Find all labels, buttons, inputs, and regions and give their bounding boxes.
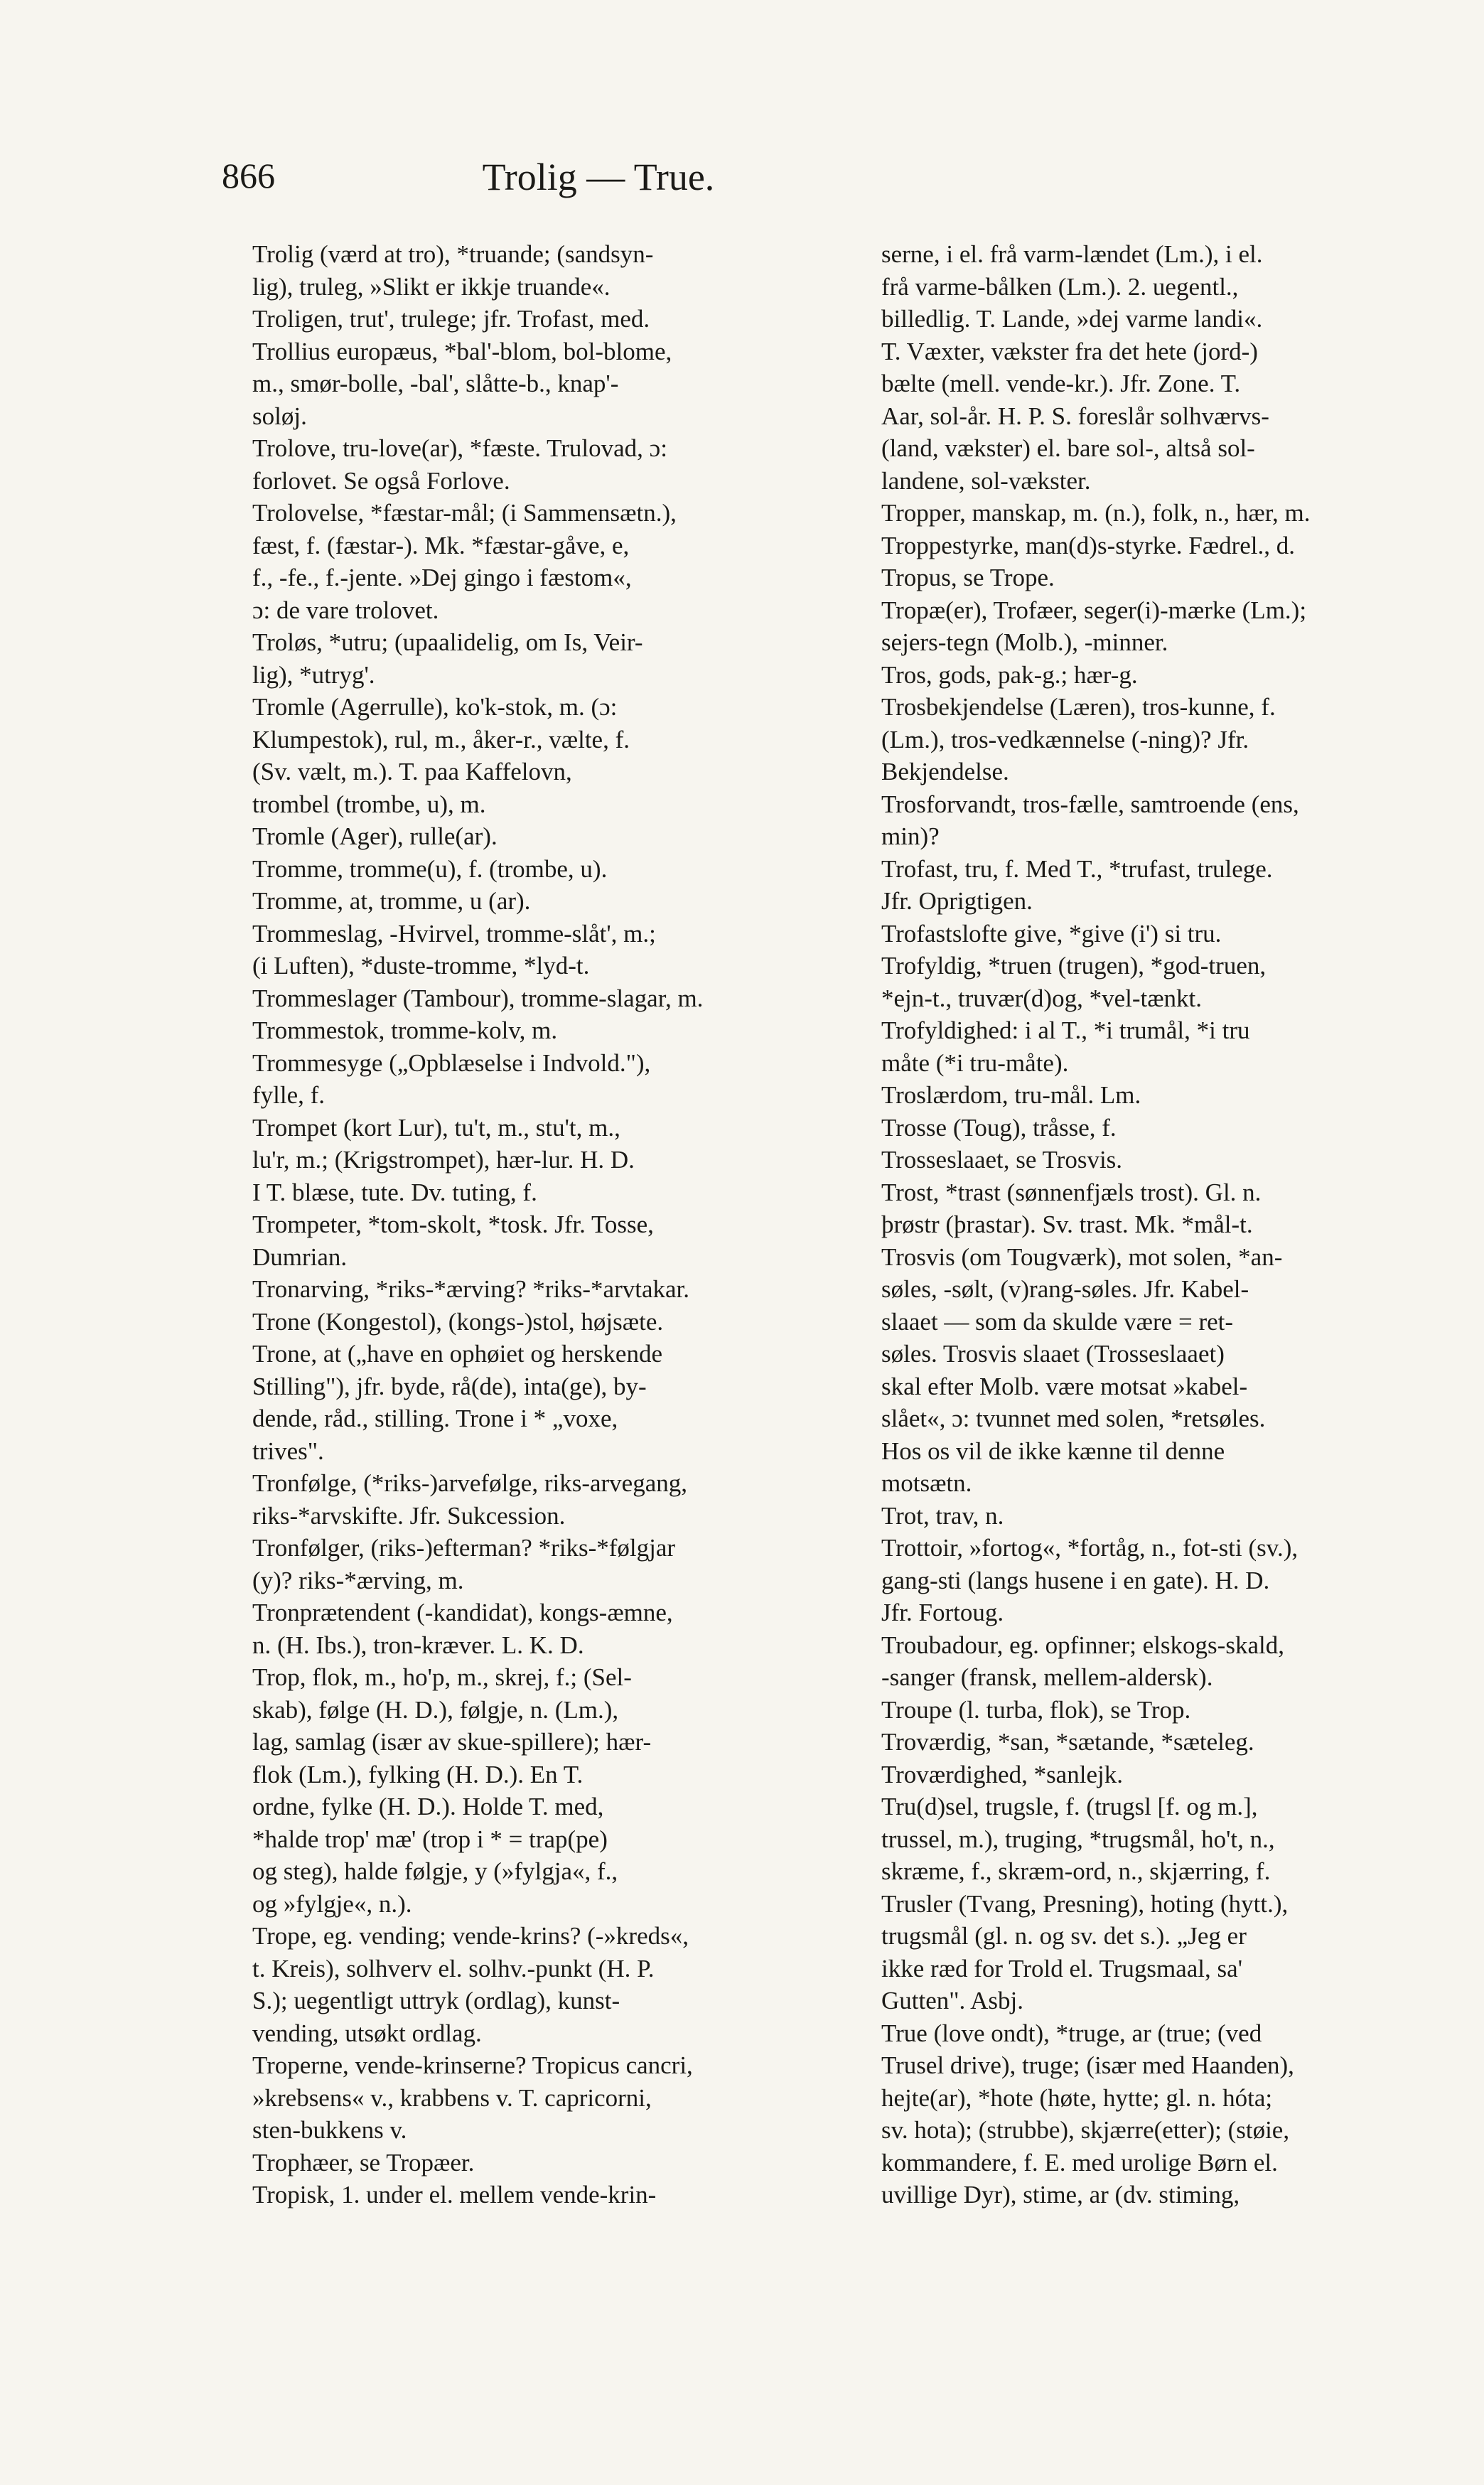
- text-line: forlovet. Se også Forlove.: [252, 466, 510, 495]
- text-line: Trolovelse, *fæstar-mål; (i Sammensætn.),: [252, 499, 677, 527]
- text-line: Troppestyrke, man(d)s-styrke. Fædrel., d.: [881, 531, 1295, 559]
- text-line: I T. blæse, tute. Dv. tuting, f.: [252, 1178, 537, 1206]
- text-line: Trone, at („have en ophøiet og herskende: [252, 1340, 663, 1368]
- text-line: Tromme, at, tromme, u (ar).: [252, 887, 531, 915]
- text-line: þrøstr (þrastar). Sv. trast. Mk. *mål-t.: [881, 1211, 1253, 1238]
- text-line: trussel, m.), truging, *trugsmål, ho't, n.,: [881, 1825, 1275, 1853]
- text-line: Trosseslaaet, se Trosvis.: [881, 1146, 1123, 1174]
- text-line: skræme, f., skræm-ord, n., skjærring, f.: [881, 1857, 1271, 1885]
- text-line: Trofastslofte give, *give (i') si tru.: [881, 919, 1222, 948]
- text-line: søles, -sølt, (v)rang-søles. Jfr. Kabel-: [881, 1275, 1249, 1303]
- text-line: Hos os vil de ikke kænne til denne: [881, 1437, 1225, 1465]
- text-line: Gutten". Asbj.: [881, 1987, 1023, 2014]
- text-line: lu'r, m.; (Krigstrompet), hær-lur. H. D.: [252, 1146, 635, 1174]
- text-line: Trone (Kongestol), (kongs-)stol, højsæte.: [252, 1307, 664, 1336]
- text-line: Trusler (Tvang, Presning), hoting (hytt.),: [881, 1889, 1289, 1918]
- text-line: Tronfølge, (*riks-)arvefølge, riks-arvegang,: [252, 1469, 687, 1497]
- text-line: lag, samlag (især av skue-spillere); hær-: [252, 1728, 652, 1756]
- text-line: Trusel drive), truge; (især med Haanden),: [881, 2051, 1294, 2079]
- text-line: landene, sol-vækster.: [881, 466, 1091, 495]
- text-line: Tropæ(er), Trofæer, seger(i)-mærke (Lm.);: [881, 596, 1307, 624]
- text-line: Trophæer, se Tropæer.: [252, 2148, 475, 2177]
- text-line: *halde trop' mæ' (trop i * = trap(pe): [252, 1825, 608, 1853]
- text-line: Trommeslag, -Hvirvel, tromme-slåt', m.;: [252, 919, 656, 948]
- text-line: serne, i el. frå varm-lændet (Lm.), i el.: [881, 240, 1263, 268]
- text-line: Stilling"), jfr. byde, rå(de), inta(ge), by-: [252, 1372, 647, 1400]
- text-line: skal efter Molb. være motsat »kabel-: [881, 1372, 1248, 1400]
- text-line: Bekjendelse.: [881, 758, 1009, 785]
- text-line: t. Kreis), solhverv el. solhv.-punkt (H. P.: [252, 1954, 655, 1982]
- text-line: Trosforvandt, tros-fælle, samtroende (ens,: [881, 790, 1299, 818]
- text-line: T. Væxter, vækster fra det hete (jord-): [881, 337, 1258, 365]
- text-line: Trolove, tru-love(ar), *fæste. Trulovad, ɔ:: [252, 434, 667, 462]
- text-line: søles. Trosvis slaaet (Trosseslaaet): [881, 1340, 1225, 1368]
- text-line: Trop, flok, m., ho'p, m., skrej, f.; (Sel-: [252, 1663, 632, 1691]
- text-line: Trompeter, *tom-skolt, *tosk. Jfr. Tosse,: [252, 1211, 654, 1238]
- text-line: flok (Lm.), fylking (H. D.). En T.: [252, 1760, 584, 1788]
- text-line: Tros, gods, pak-g.; hær-g.: [881, 660, 1138, 689]
- text-line: lig), *utryg'.: [252, 660, 375, 689]
- text-line: gang-sti (langs husene i en gate). H. D.: [881, 1566, 1270, 1594]
- text-line: *ejn-t., truvær(d)og, *vel-tænkt.: [881, 984, 1203, 1012]
- text-line: uvillige Dyr), stime, ar (dv. stiming,: [881, 2181, 1240, 2208]
- text-line: trives".: [252, 1437, 324, 1465]
- text-line: Troværdighed, *sanlejk.: [881, 1760, 1123, 1788]
- text-line: Trommesyge („Opblæselse i Indvold."),: [252, 1048, 651, 1077]
- text-line: Tropus, se Trope.: [881, 564, 1055, 591]
- left-column: [252, 238, 828, 2211]
- text-line: Troperne, vende-krinserne? Tropicus cancri,: [252, 2051, 693, 2079]
- page-header: [222, 155, 975, 212]
- text-line: Trosbekjendelse (Læren), tros-kunne, f.: [881, 693, 1276, 721]
- text-line: Dumrian.: [252, 1242, 348, 1271]
- text-line: Troubadour, eg. opfinner; elskogs-skald,: [881, 1631, 1284, 1659]
- text-line: Trolig (værd at tro), *truande; (sandsyn-: [252, 240, 654, 268]
- text-line: dende, råd., stilling. Trone i * „voxe,: [252, 1405, 618, 1432]
- text-line: Tromle (Agerrulle), ko'k-stok, m. (ɔ:: [252, 693, 618, 721]
- text-line: S.); uegentligt uttryk (ordlag), kunst-: [252, 1987, 620, 2014]
- text-line: motsætn.: [881, 1469, 972, 1497]
- text-line: Tromle (Ager), rulle(ar).: [252, 822, 498, 850]
- text-line: (y)? riks-*ærving, m.: [252, 1566, 464, 1594]
- text-line: Trompet (kort Lur), tu't, m., stu't, m.,: [252, 1113, 620, 1142]
- text-line: fæst, f. (fæstar-). Mk. *fæstar-gåve, e,: [252, 531, 630, 559]
- text-line: Trottoir, »fortog«, *fortåg, n., fot-sti (sv.),: [881, 1534, 1298, 1562]
- text-line: Tru(d)sel, trugsle, f. (trugsl [f. og m.],: [881, 1793, 1258, 1820]
- text-line: kommandere, f. E. med urolige Børn el.: [881, 2148, 1278, 2177]
- text-line: Troupe (l. turba, flok), se Trop.: [881, 1695, 1191, 1724]
- text-line: Trost, *trast (sønnenfjæls trost). Gl. n.: [881, 1178, 1262, 1206]
- text-line: (Sv. vælt, m.). T. paa Kaffelovn,: [252, 758, 572, 785]
- text-line: fylle, f.: [252, 1081, 326, 1109]
- text-line: -sanger (fransk, mellem-aldersk).: [881, 1663, 1213, 1691]
- text-line: sten-bukkens v.: [252, 2116, 407, 2144]
- text-line: Troværdig, *san, *sætande, *sæteleg.: [881, 1728, 1254, 1756]
- text-line: Trommestok, tromme-kolv, m.: [252, 1016, 558, 1044]
- text-line: slaaet — som da skulde være = ret-: [881, 1307, 1234, 1336]
- text-line: Aar, sol-år. H. P. S. foreslår solhværvs-: [881, 402, 1269, 430]
- text-line: sv. hota); (strubbe), skjærre(etter); (støie,: [881, 2116, 1290, 2144]
- text-line: (land, vækster) el. bare sol-, altså sol-: [881, 434, 1255, 462]
- text-line: m., smør-bolle, -bal', slåtte-b., knap'-: [252, 370, 619, 397]
- text-line: ɔ: de vare trolovet.: [252, 596, 439, 624]
- text-line: bælte (mell. vende-kr.). Jfr. Zone. T.: [881, 370, 1241, 397]
- text-line: Klumpestok), rul, m., åker-r., vælte, f.: [252, 725, 630, 753]
- text-line: hejte(ar), *hote (høte, hytte; gl. n. hóta;: [881, 2083, 1273, 2112]
- text-line: Trommeslager (Tambour), tromme-slagar, m.: [252, 984, 704, 1012]
- text-line: True (love ondt), *truge, ar (true; (ved: [881, 2019, 1262, 2047]
- text-line: soløj.: [252, 402, 307, 430]
- right-column: [881, 238, 1443, 2211]
- text-line: Trot, trav, n.: [881, 1501, 1004, 1530]
- text-line: Tronarving, *riks-*ærving? *riks-*arvtakar.: [252, 1275, 689, 1303]
- text-line: f., -fe., f.-jente. »Dej gingo i fæstom«,: [252, 564, 632, 591]
- text-line: Tromme, tromme(u), f. (trombe, u).: [252, 854, 608, 883]
- text-line: Tronfølger, (riks-)efterman? *riks-*følgjar: [252, 1534, 676, 1562]
- text-line: skab), følge (H. D.), følgje, n. (Lm.),: [252, 1695, 619, 1724]
- text-line: og steg), halde følgje, y (»fylgja«, f.,: [252, 1857, 618, 1885]
- text-line: Jfr. Fortoug.: [881, 1599, 1004, 1626]
- text-line: trombel (trombe, u), m.: [252, 790, 486, 818]
- text-line: lig), truleg, »Slikt er ikkje truande«.: [252, 272, 611, 301]
- text-line: Tronprætendent (-kandidat), kongs-æmne,: [252, 1599, 673, 1626]
- text-line: Trofyldig, *truen (trugen), *god-truen,: [881, 952, 1267, 979]
- text-line: slået«, ɔ: tvunnet med solen, *retsøles.: [881, 1405, 1266, 1432]
- text-line: Tropisk, 1. under el. mellem vende-krin-: [252, 2181, 657, 2208]
- text-line: Trosse (Toug), tråsse, f.: [881, 1113, 1117, 1142]
- text-line: (Lm.), tros-vedkænnelse (-ning)? Jfr.: [881, 725, 1249, 753]
- text-line: måte (*i tru-måte).: [881, 1048, 1069, 1077]
- text-line: Trosvis (om Tougværk), mot solen, *an-: [881, 1242, 1283, 1271]
- text-line: Trollius europæus, *bal'-blom, bol-blome,: [252, 337, 672, 365]
- text-line: Troløs, *utru; (upaalidelig, om Is, Veir-: [252, 628, 643, 656]
- text-line: Trope, eg. vending; vende-krins? (-»kreds«,: [252, 1922, 689, 1950]
- text-line: Jfr. Oprigtigen.: [881, 887, 1033, 915]
- text-line: »krebsens« v., krabbens v. T. capricorni,: [252, 2083, 652, 2112]
- text-line: ordne, fylke (H. D.). Holde T. med,: [252, 1793, 604, 1820]
- text-line: vending, utsøkt ordlag.: [252, 2019, 482, 2047]
- page-number: 866: [222, 156, 275, 195]
- text-line: Tropper, manskap, m. (n.), folk, n., hær, m.: [881, 499, 1311, 527]
- text-line: ikke ræd for Trold el. Trugsmaal, sa': [881, 1954, 1242, 1982]
- text-line: sejers-tegn (Molb.), -minner.: [881, 628, 1168, 656]
- text-line: og »fylgje«, n.).: [252, 1889, 412, 1918]
- text-line: Trofast, tru, f. Med T., *trufast, trulege.: [881, 854, 1273, 883]
- text-line: riks-*arvskifte. Jfr. Sukcession.: [252, 1501, 566, 1530]
- text-line: (i Luften), *duste-tromme, *lyd-t.: [252, 952, 590, 979]
- text-line: Troligen, trut', trulege; jfr. Trofast, med.: [252, 305, 650, 333]
- text-line: Trofyldighed: i al T., *i trumål, *i tru: [881, 1016, 1250, 1044]
- text-line: Troslærdom, tru-mål. Lm.: [881, 1081, 1141, 1109]
- text-line: trugsmål (gl. n. og sv. det s.). „Jeg er: [881, 1922, 1247, 1950]
- text-line: billedlig. T. Lande, »dej varme landi«.: [881, 305, 1263, 333]
- text-line: min)?: [881, 822, 940, 850]
- page-title: Trolig — True.: [482, 156, 715, 198]
- text-line: n. (H. Ibs.), tron-kræver. L. K. D.: [252, 1631, 584, 1659]
- text-line: frå varme-bålken (Lm.). 2. uegentl.,: [881, 272, 1239, 301]
